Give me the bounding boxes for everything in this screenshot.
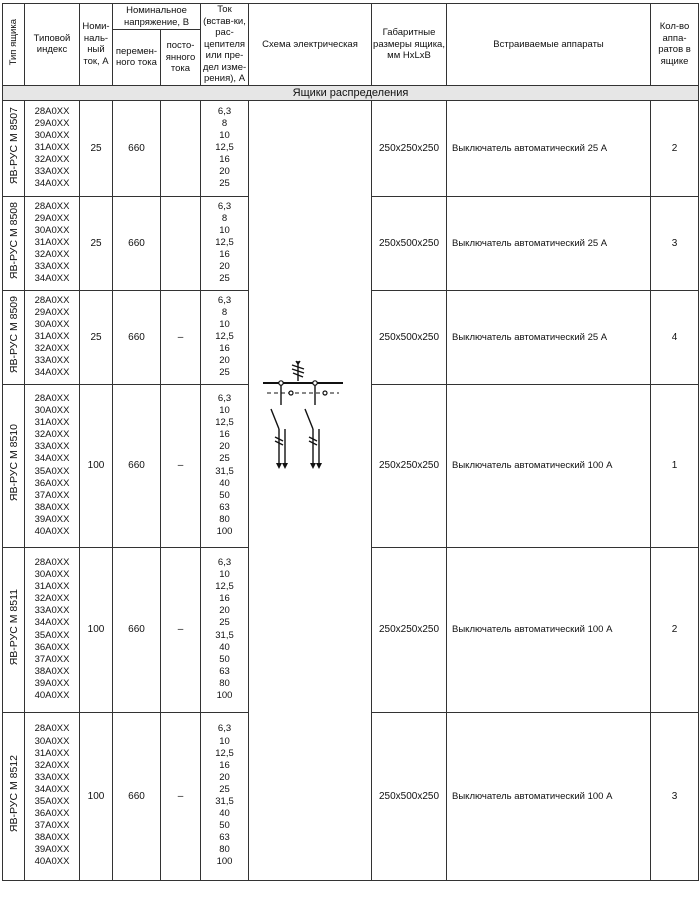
dimensions: 250x500x250 <box>372 196 447 290</box>
dimensions: 250x250x250 <box>372 384 447 547</box>
index-value: 40A0XX <box>34 689 70 701</box>
device-count: 3 <box>651 196 699 290</box>
box-type: ЯВ-РУС М 8511 <box>7 588 20 666</box>
index-cell <box>25 547 80 712</box>
nominal-current: 25 <box>80 290 113 384</box>
header-voltage-ac: перемен-ного тока <box>113 30 161 85</box>
index-value: 32A0XX <box>34 343 70 355</box>
insert-value: 63 <box>219 832 230 844</box>
device-name: Выключатель автоматический 100 А <box>447 712 651 880</box>
insert-value: 25 <box>219 178 230 190</box>
insert-current-cell <box>201 100 249 196</box>
insert-value: 20 <box>219 166 230 178</box>
index-value: 30A0XX <box>34 735 70 747</box>
insert-value: 100 <box>216 856 233 868</box>
insert-value: 16 <box>219 343 230 355</box>
index-value: 32A0XX <box>34 429 70 441</box>
insert-value: 50 <box>219 653 230 665</box>
insert-value: 6,3 <box>217 200 232 212</box>
insert-value: 25 <box>219 617 230 629</box>
insert-value: 6,3 <box>217 392 232 404</box>
insert-value: 20 <box>219 605 230 617</box>
index-value: 32A0XX <box>34 249 70 261</box>
section-title: Ящики распределения <box>3 85 699 100</box>
insert-value: 40 <box>219 641 230 653</box>
index-value: 33A0XX <box>34 605 70 617</box>
voltage-dc <box>161 196 201 290</box>
index-value: 34A0XX <box>34 453 70 465</box>
insert-value: 10 <box>219 318 230 330</box>
insert-value: 12,5 <box>215 747 234 759</box>
box-type: ЯВ-РУС М 8508 <box>7 201 20 280</box>
device-count: 4 <box>651 290 699 384</box>
index-value: 28A0XX <box>34 105 70 117</box>
voltage-dc: – <box>161 384 201 547</box>
insert-value: 50 <box>219 820 230 832</box>
index-value: 38A0XX <box>34 665 70 677</box>
header-insert-current: Ток (встав-ки, рас-цепителя или пре-дел изме-рения), А <box>201 4 249 86</box>
insert-current-cell <box>201 384 249 547</box>
insert-value: 8 <box>221 306 228 318</box>
header-voltage: Номинальное напряжение, В <box>113 4 201 30</box>
header-box-type: Тип ящика <box>3 4 25 86</box>
index-value: 36A0XX <box>34 477 70 489</box>
index-value: 30A0XX <box>34 569 70 581</box>
index-value: 34A0XX <box>34 178 70 190</box>
box-type-cell <box>3 290 25 384</box>
index-value: 28A0XX <box>34 392 70 404</box>
index-value: 38A0XX <box>34 832 70 844</box>
insert-value: 12,5 <box>215 330 234 342</box>
header-index: Типовой индекс <box>25 4 80 86</box>
insert-value: 25 <box>219 367 230 379</box>
table-row <box>3 100 699 196</box>
insert-current-cell <box>201 196 249 290</box>
device-count: 1 <box>651 384 699 547</box>
insert-current-cell <box>201 547 249 712</box>
index-cell <box>25 384 80 547</box>
insert-value: 12,5 <box>215 236 234 248</box>
nominal-current: 100 <box>80 712 113 880</box>
device-count: 2 <box>651 547 699 712</box>
device-name: Выключатель автоматический 100 А <box>447 384 651 547</box>
index-value: 34A0XX <box>34 367 70 379</box>
dimensions: 250x500x250 <box>372 712 447 880</box>
index-value: 34A0XX <box>34 273 70 285</box>
index-value: 31A0XX <box>34 141 70 153</box>
index-value: 35A0XX <box>34 629 70 641</box>
insert-value: 63 <box>219 501 230 513</box>
insert-value: 10 <box>219 569 230 581</box>
spec-table <box>2 3 699 881</box>
index-value: 31A0XX <box>34 747 70 759</box>
index-value: 37A0XX <box>34 820 70 832</box>
insert-value: 31,5 <box>215 796 234 807</box>
insert-value: 12,5 <box>215 141 234 153</box>
index-value: 38A0XX <box>34 501 70 513</box>
box-type: ЯВ-РУС М 8507 <box>7 106 20 185</box>
device-name: Выключатель автоматический 25 А <box>447 290 651 384</box>
insert-value: 6,3 <box>217 105 232 117</box>
voltage-dc: – <box>161 290 201 384</box>
insert-value: 80 <box>219 513 230 525</box>
header-nominal-current: Номи-наль-ный ток, А <box>80 4 113 86</box>
box-type-cell <box>3 384 25 547</box>
index-value: 39A0XX <box>34 844 70 856</box>
index-value: 30A0XX <box>34 318 70 330</box>
insert-value: 100 <box>216 689 233 701</box>
index-value: 40A0XX <box>34 525 70 537</box>
index-value: 31A0XX <box>34 581 70 593</box>
insert-value: 16 <box>219 429 230 441</box>
voltage-dc: – <box>161 712 201 880</box>
insert-value: 10 <box>219 735 230 747</box>
index-value: 30A0XX <box>34 224 70 236</box>
device-name: Выключатель автоматический 25 А <box>447 100 651 196</box>
index-value: 39A0XX <box>34 677 70 689</box>
nominal-current: 25 <box>80 100 113 196</box>
index-cell <box>25 290 80 384</box>
insert-value: 8 <box>221 117 228 129</box>
dimensions: 250x500x250 <box>372 290 447 384</box>
nominal-current: 100 <box>80 547 113 712</box>
device-name: Выключатель автоматический 100 А <box>447 547 651 712</box>
insert-value: 20 <box>219 261 230 273</box>
index-cell <box>25 712 80 880</box>
insert-value: 16 <box>219 759 230 771</box>
index-value: 36A0XX <box>34 641 70 653</box>
header-devices: Встраиваемые аппараты <box>447 4 651 86</box>
index-cell <box>25 196 80 290</box>
insert-value: 63 <box>219 665 230 677</box>
dimensions: 250x250x250 <box>372 100 447 196</box>
index-value: 34A0XX <box>34 783 70 795</box>
device-count: 3 <box>651 712 699 880</box>
index-value: 32A0XX <box>34 593 70 605</box>
device-count: 2 <box>651 100 699 196</box>
index-value: 31A0XX <box>34 236 70 248</box>
index-value: 36A0XX <box>34 808 70 820</box>
header-dimensions: Габаритные размеры ящика, мм HxLxB <box>372 4 447 86</box>
index-value: 29A0XX <box>34 117 70 129</box>
index-value: 32A0XX <box>34 154 70 166</box>
insert-value: 6,3 <box>217 723 232 735</box>
voltage-ac: 660 <box>113 100 161 196</box>
index-value: 35A0XX <box>34 465 70 477</box>
voltage-dc <box>161 100 201 196</box>
insert-value: 20 <box>219 771 230 783</box>
insert-value: 6,3 <box>217 556 232 568</box>
insert-value: 12,5 <box>215 417 234 429</box>
index-value: 40A0XX <box>34 856 70 868</box>
box-type-cell <box>3 196 25 290</box>
box-type: ЯВ-РУС М 8510 <box>7 424 20 502</box>
insert-value: 10 <box>219 405 230 417</box>
index-value: 33A0XX <box>34 355 70 367</box>
insert-value: 40 <box>219 808 230 820</box>
insert-value: 16 <box>219 593 230 605</box>
index-value: 31A0XX <box>34 330 70 342</box>
insert-value: 50 <box>219 489 230 501</box>
index-value: 30A0XX <box>34 129 70 141</box>
nominal-current: 25 <box>80 196 113 290</box>
insert-value: 31,5 <box>215 629 234 641</box>
index-value: 29A0XX <box>34 212 70 224</box>
index-value: 37A0XX <box>34 653 70 665</box>
index-value: 37A0XX <box>34 489 70 501</box>
index-value: 30A0XX <box>34 405 70 417</box>
box-type: ЯВ-РУС М 8509 <box>7 295 20 374</box>
index-value: 39A0XX <box>34 513 70 525</box>
header-count: Кол-во аппа-ратов в ящике <box>651 4 699 86</box>
insert-value: 31,5 <box>215 465 234 477</box>
voltage-ac: 660 <box>113 384 161 547</box>
insert-value: 12,5 <box>215 581 234 593</box>
index-value: 28A0XX <box>34 556 70 568</box>
insert-value: 20 <box>219 441 230 453</box>
insert-value: 8 <box>221 212 228 224</box>
index-value: 33A0XX <box>34 261 70 273</box>
index-value: 33A0XX <box>34 166 70 178</box>
voltage-ac: 660 <box>113 712 161 880</box>
insert-current-cell <box>201 712 249 880</box>
box-type-cell <box>3 547 25 712</box>
device-name: Выключатель автоматический 25 А <box>447 196 651 290</box>
voltage-ac: 660 <box>113 547 161 712</box>
dimensions: 250x250x250 <box>372 547 447 712</box>
insert-value: 25 <box>219 273 230 285</box>
insert-value: 6,3 <box>217 294 232 306</box>
index-value: 28A0XX <box>34 200 70 212</box>
insert-value: 100 <box>216 525 233 537</box>
index-value: 28A0XX <box>34 723 70 735</box>
insert-value: 80 <box>219 844 230 856</box>
index-value: 33A0XX <box>34 441 70 453</box>
insert-value: 10 <box>219 224 230 236</box>
scheme-cell <box>249 100 372 880</box>
box-type-cell <box>3 100 25 196</box>
voltage-ac: 660 <box>113 196 161 290</box>
header-voltage-dc: посто-янного тока <box>161 30 201 85</box>
index-value: 32A0XX <box>34 759 70 771</box>
insert-value: 25 <box>219 453 230 465</box>
index-value: 28A0XX <box>34 294 70 306</box>
nominal-current: 100 <box>80 384 113 547</box>
header-scheme: Схема электрическая <box>249 4 372 86</box>
index-value: 35A0XX <box>34 796 70 807</box>
index-value: 31A0XX <box>34 417 70 429</box>
insert-value: 25 <box>219 783 230 795</box>
insert-value: 10 <box>219 129 230 141</box>
voltage-ac: 660 <box>113 290 161 384</box>
insert-value: 16 <box>219 249 230 261</box>
box-type: ЯВ-РУС М 8512 <box>7 754 20 833</box>
box-type-cell <box>3 712 25 880</box>
insert-value: 20 <box>219 355 230 367</box>
voltage-dc: – <box>161 547 201 712</box>
insert-current-cell <box>201 290 249 384</box>
index-value: 29A0XX <box>34 306 70 318</box>
index-value: 34A0XX <box>34 617 70 629</box>
insert-value: 80 <box>219 677 230 689</box>
circuit-diagram <box>263 359 353 469</box>
insert-value: 40 <box>219 477 230 489</box>
insert-value: 16 <box>219 154 230 166</box>
index-cell <box>25 100 80 196</box>
index-value: 33A0XX <box>34 771 70 783</box>
